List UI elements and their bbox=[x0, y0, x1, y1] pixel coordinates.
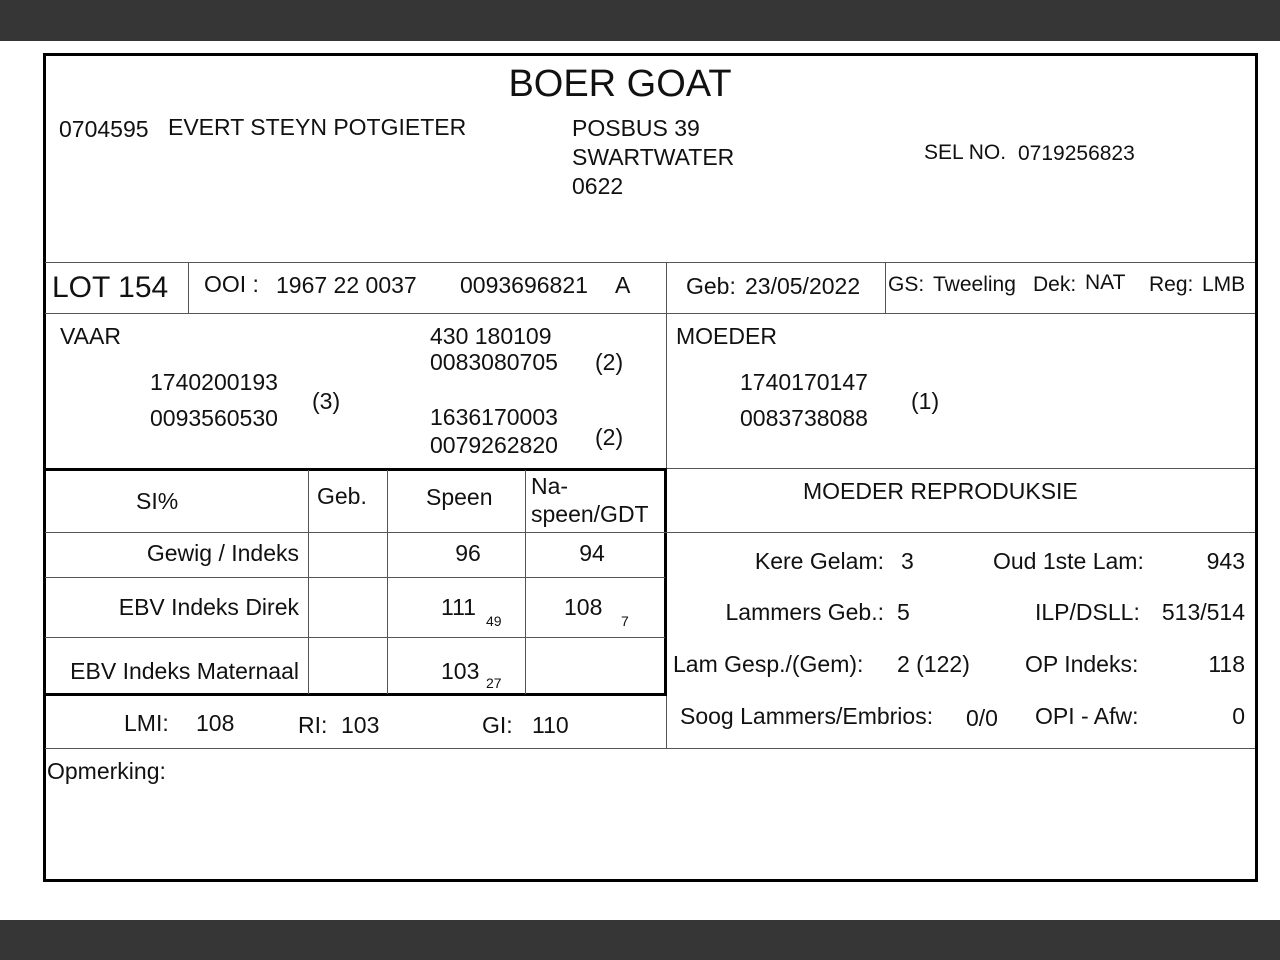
sire-dam-number: 0079262820 bbox=[430, 432, 558, 458]
gi-value: 110 bbox=[532, 712, 569, 738]
dam-id: 1740170147 bbox=[740, 369, 868, 395]
perf-col-line-2 bbox=[387, 470, 388, 694]
ooi-divider bbox=[666, 262, 667, 313]
top-bar bbox=[0, 0, 1280, 41]
ilp-value: 513/514 bbox=[1161, 599, 1245, 625]
op-label: OP Indeks: bbox=[1025, 651, 1139, 677]
perf-col-line-1 bbox=[308, 470, 309, 694]
gs-value: Tweeling bbox=[933, 273, 1016, 296]
perf-col-line-3 bbox=[525, 470, 526, 694]
ilp-label: ILP/DSLL: bbox=[1035, 599, 1140, 625]
ooi-grade: A bbox=[615, 272, 631, 298]
row-label: Gewig / Indeks bbox=[146, 540, 299, 566]
sel-label: SEL NO. bbox=[924, 141, 1007, 164]
moeder-label: MOEDER bbox=[676, 323, 777, 349]
perf-header-si: SI% bbox=[136, 488, 179, 514]
sire-sire-number: 0083080705 bbox=[430, 349, 558, 375]
birth-date: 23/05/2022 bbox=[745, 273, 861, 299]
sire-sire-id: 430 180109 bbox=[430, 323, 552, 349]
row-speen-sub: 49 bbox=[486, 613, 502, 629]
op-value: 118 bbox=[1208, 651, 1245, 677]
sire-id: 1740200193 bbox=[150, 369, 278, 395]
opi-label: OPI - Afw: bbox=[1035, 703, 1139, 729]
address-line-2: SWARTWATER bbox=[572, 144, 735, 170]
gs-label: GS: bbox=[888, 273, 925, 296]
lmi-label: LMI: bbox=[124, 710, 169, 736]
perf-row-line-2 bbox=[45, 637, 665, 638]
gi-label: GI: bbox=[482, 712, 513, 738]
address-line-1: POSBUS 39 bbox=[572, 115, 700, 141]
oud-label: Oud 1ste Lam: bbox=[993, 548, 1144, 574]
perf-header-speen: Speen bbox=[426, 484, 493, 510]
perf-table-bottom bbox=[45, 693, 667, 696]
row-speen: 103 bbox=[441, 658, 480, 684]
owner-name: EVERT STEYN POTGIETER bbox=[168, 114, 467, 140]
perf-header-geb: Geb. bbox=[317, 483, 367, 509]
bottom-bar bbox=[0, 920, 1280, 960]
perf-table-right bbox=[664, 468, 667, 696]
perf-header-naspeen: Na- speen/GDT bbox=[531, 473, 649, 527]
repro-top-line bbox=[666, 468, 1255, 469]
lammers-geb-label: Lammers Geb.: bbox=[725, 599, 884, 625]
sire-sire-count: (2) bbox=[595, 349, 624, 375]
soog-label: Soog Lammers/Embrios: bbox=[680, 703, 934, 729]
oud-value: 943 bbox=[1206, 548, 1245, 574]
address-line-3: 0622 bbox=[572, 173, 624, 199]
lot-row-bottom-line bbox=[45, 313, 1255, 314]
ri-label: RI: bbox=[298, 712, 328, 738]
row-label: EBV Indeks Maternaal bbox=[70, 658, 299, 684]
ooi-id-number: 0093696821 bbox=[460, 272, 588, 298]
perf-header-line bbox=[45, 532, 1255, 533]
row-speen: 96 bbox=[455, 540, 481, 566]
owner-code: 0704595 bbox=[59, 116, 149, 142]
row-speen-sub: 27 bbox=[486, 675, 502, 691]
reg-value: LMB bbox=[1202, 273, 1246, 296]
lot-number: LOT 154 bbox=[52, 271, 169, 304]
row-naspeen: 94 bbox=[579, 540, 605, 566]
dam-count: (1) bbox=[911, 388, 940, 414]
kere-gelam-value: 3 bbox=[901, 548, 914, 574]
lam-gesp-label: Lam Gesp./(Gem): bbox=[673, 651, 864, 677]
row-label: EBV Indeks Direk bbox=[118, 594, 299, 620]
lam-gesp-value: 2 (122) bbox=[897, 651, 970, 677]
perf-table-top bbox=[45, 468, 667, 471]
lammers-geb-value: 5 bbox=[897, 599, 910, 625]
row-speen: 111 bbox=[441, 594, 476, 620]
remarks-label: Opmerking: bbox=[47, 758, 166, 784]
sire-dam-count: (2) bbox=[595, 424, 624, 450]
indices-bottom-line bbox=[45, 748, 1255, 749]
dek-label: Dek: bbox=[1033, 273, 1077, 296]
opi-value: 0 bbox=[1232, 703, 1245, 729]
sire-number: 0093560530 bbox=[150, 405, 278, 431]
kere-gelam-label: Kere Gelam: bbox=[754, 548, 884, 574]
geb-label: Geb: bbox=[686, 273, 736, 299]
dek-value: NAT bbox=[1085, 271, 1126, 294]
ooi-number: 1967 22 0037 bbox=[276, 272, 417, 298]
sel-number: 0719256823 bbox=[1018, 142, 1135, 165]
ri-value: 103 bbox=[341, 712, 380, 738]
lot-row-top-line bbox=[45, 262, 1255, 263]
soog-value: 0/0 bbox=[966, 705, 998, 731]
perf-row-line-1 bbox=[45, 577, 665, 578]
geb-divider bbox=[885, 262, 886, 313]
card-title: BOER GOAT bbox=[508, 63, 732, 105]
ooi-label: OOI : bbox=[204, 271, 259, 297]
row-naspeen: 108 bbox=[564, 594, 603, 620]
vaar-label: VAAR bbox=[60, 323, 121, 349]
sire-count: (3) bbox=[312, 388, 341, 414]
repro-title: MOEDER REPRODUKSIE bbox=[803, 478, 1078, 504]
dam-number: 0083738088 bbox=[740, 405, 868, 431]
sire-dam-id: 1636170003 bbox=[430, 404, 558, 430]
lot-divider bbox=[188, 262, 189, 313]
lmi-value: 108 bbox=[196, 710, 235, 736]
row-naspeen-sub: 7 bbox=[621, 613, 629, 629]
reg-label: Reg: bbox=[1149, 273, 1194, 296]
